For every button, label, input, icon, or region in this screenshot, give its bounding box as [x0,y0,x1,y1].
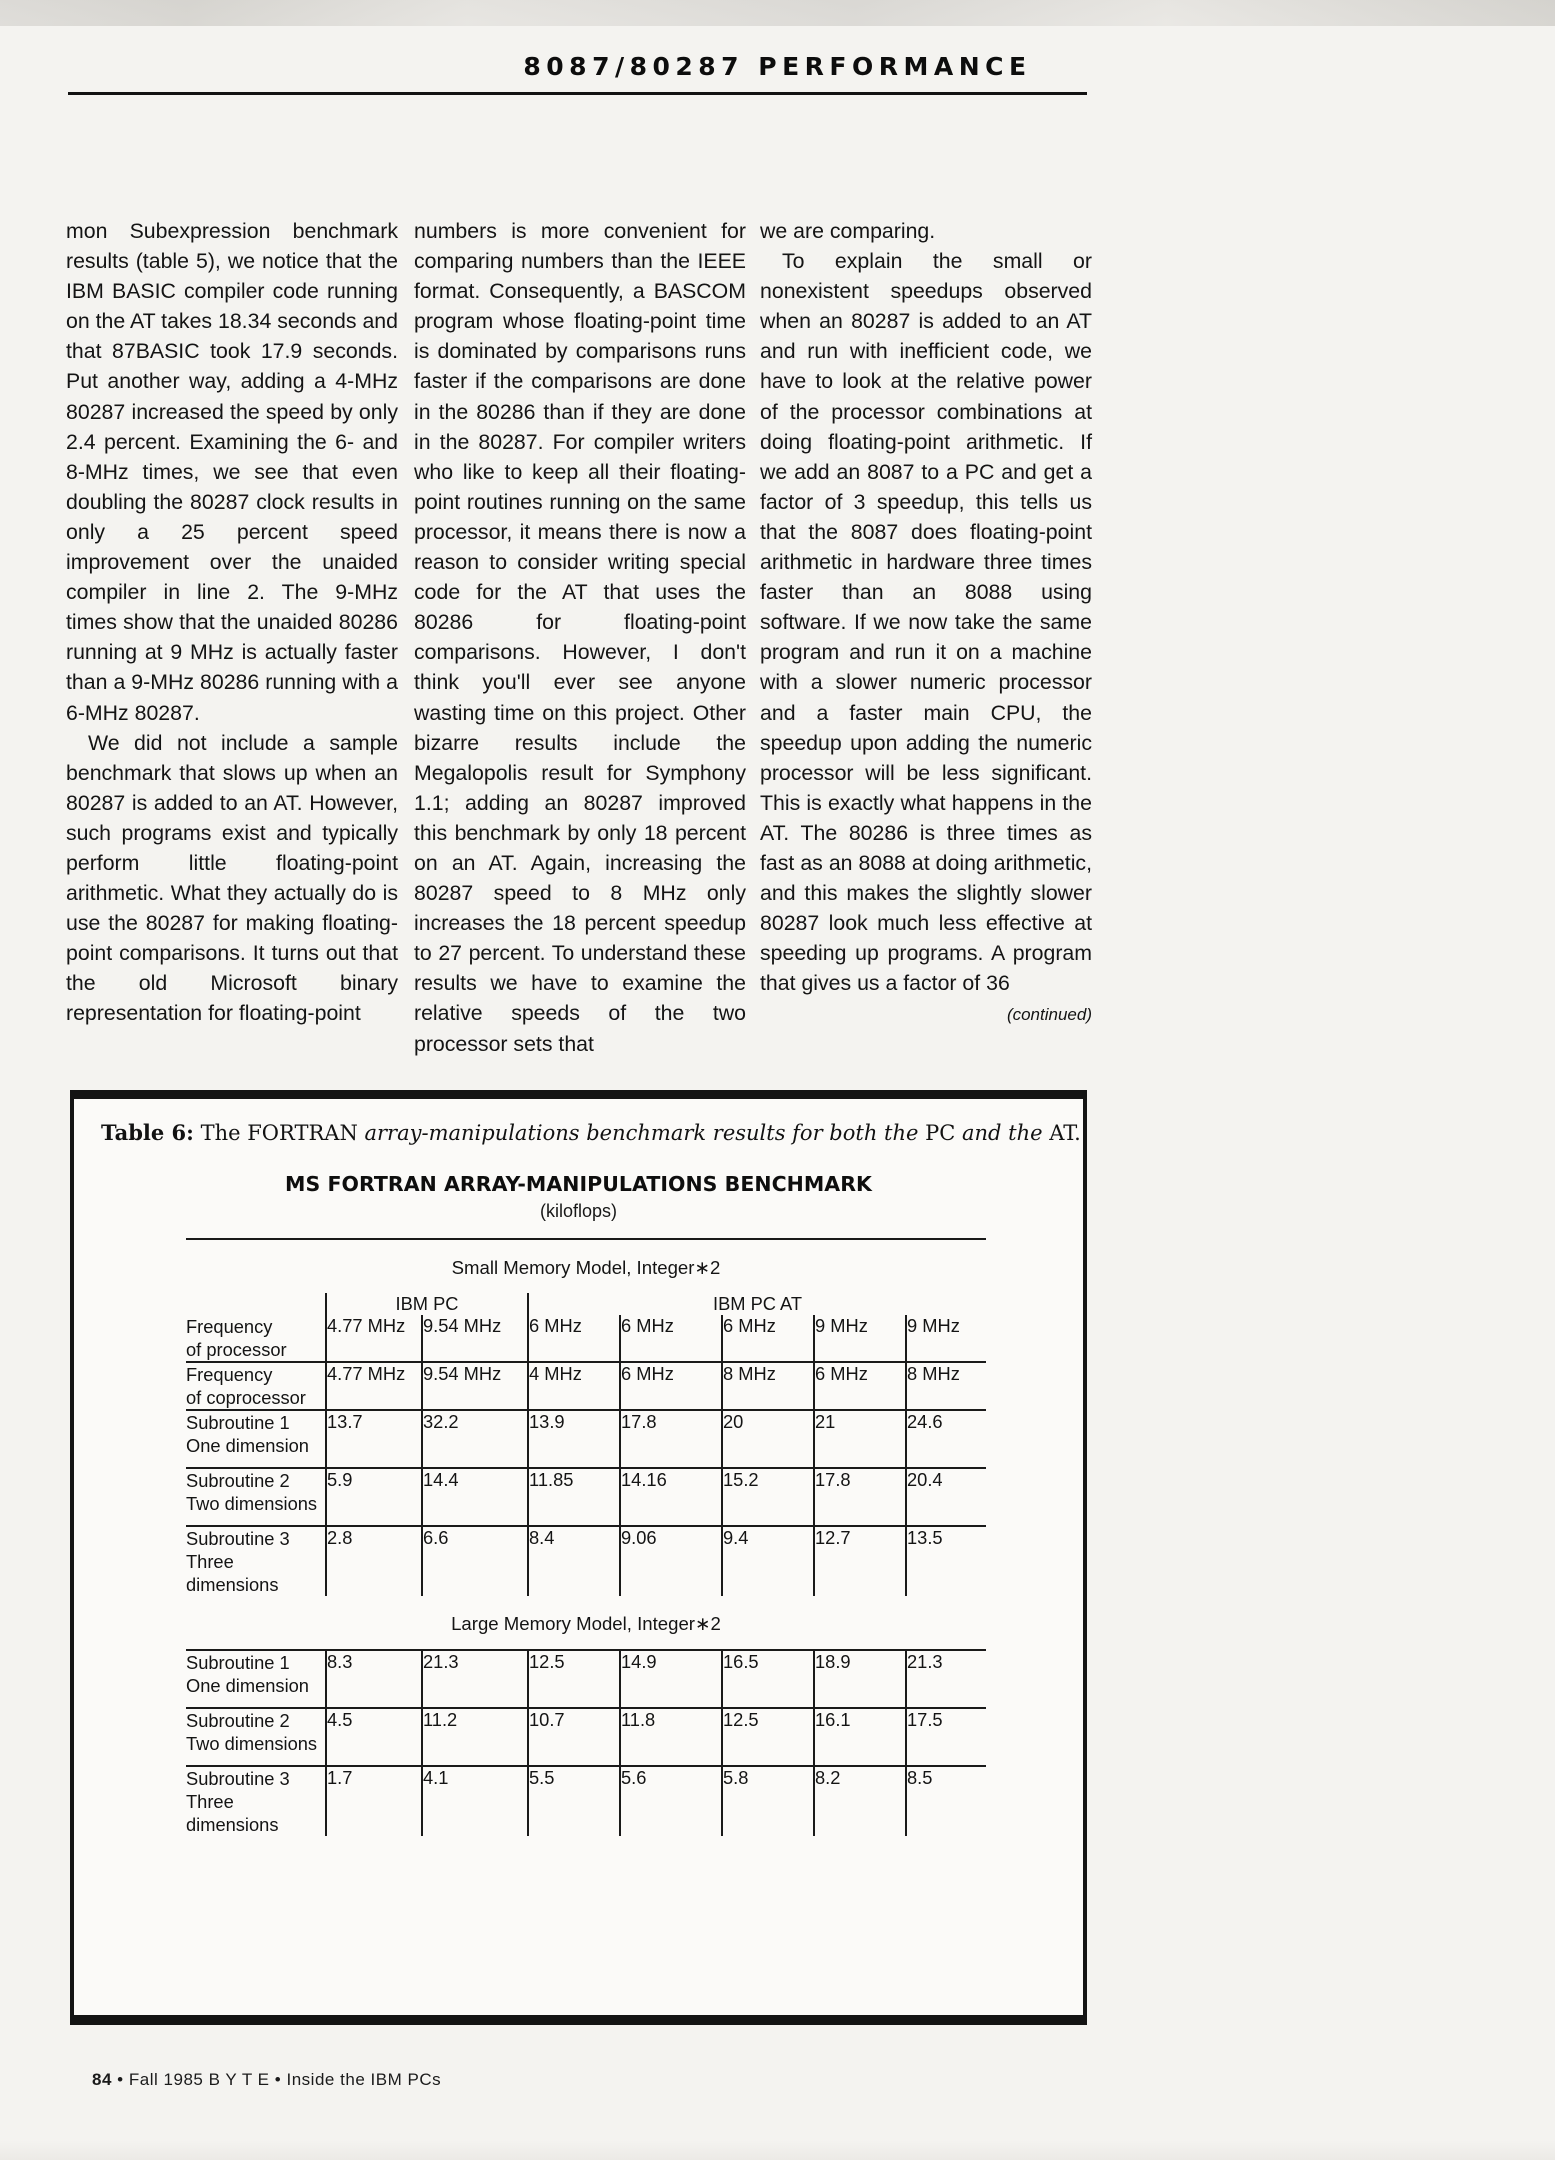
table-row-sub1-small [186,1410,986,1468]
section-label-large: Large Memory Model, Integer∗2 [451,1613,721,1634]
table-units: (kiloflops) [539,1201,618,1221]
group-header-row [186,1293,986,1315]
table-title: MS FORTRAN ARRAY-MANIPULATIONS BENCHMARK [285,1172,872,1196]
cell: 16.1 [814,1708,906,1766]
cell: 9 MHz [906,1315,986,1362]
group-header-ibm-pc: IBM PC [326,1293,528,1315]
cell: 11.85 [528,1468,620,1526]
cell: 6 MHz [722,1315,814,1362]
row-label [186,1766,326,1836]
cell: 9.54 MHz [422,1362,528,1410]
text-column-3 [760,216,1092,1031]
cell: 20 [722,1410,814,1468]
cell: 4.77 MHz [326,1315,422,1362]
cell: 4.1 [422,1766,528,1836]
row-label [186,1650,326,1708]
row-label [186,1410,326,1468]
cell: 6 MHz [620,1315,722,1362]
cell: 8.4 [528,1526,620,1596]
table-row-frequency-coprocessor [186,1362,986,1410]
row-label [186,1468,326,1526]
row-label [186,1362,326,1410]
cell: 20.4 [906,1468,986,1526]
cell: 4.77 MHz [326,1362,422,1410]
table-row-sub3-small [186,1526,986,1596]
scan-artifact-top [0,0,1555,26]
row-label-line1: Subroutine 3 [186,1528,290,1549]
section-label-small: Small Memory Model, Integer∗2 [451,1257,721,1278]
row-label-line1: Subroutine 2 [186,1710,290,1731]
row-label-line1: Subroutine 2 [186,1470,290,1491]
benchmark-table-large [186,1649,986,1836]
row-label-line2: of processor [186,1339,287,1360]
table-caption-text1: The FORTRAN [193,1121,365,1145]
table-row-sub2-small [186,1468,986,1526]
cell: 9.06 [620,1526,722,1596]
continued-note: (continued) [1006,1005,1092,1025]
cell: 8.2 [814,1766,906,1836]
cell: 13.5 [906,1526,986,1596]
cell: 4.5 [326,1708,422,1766]
paragraph: mon Subexpression benchmark results (table 5), we notice that the IBM BASIC compiler code running on the AT takes 18.34 seconds and that 87BASIC took 17.9 seconds. Put another way, adding a 4-MHz 80287 increased the speed by only 2.4 percent. Examining the 6- and 8-MHz times, we see that even doubling the 80287 clock results in only a 25 percent speed improvement over the unaided compiler in line 2. The 9-MHz times show that the unaided 80286 running at 9 MHz is actually faster than a 9-MHz 80286 running with a 6-MHz 80287. [66,219,398,725]
cell: 14.16 [620,1468,722,1526]
paragraph: We did not include a sample benchmark that slows up when an 80287 is added to an AT. However, such programs exist and typically perform little floating-point arithmetic. What they actually do is use the 80287 for making floating-point comparisons. It turns out that the old Microsoft binary representation for floating-point [66,730,398,1026]
paragraph: numbers is more convenient for comparing numbers than the IEEE format. Consequently, a BASCOM program whose floating-point time is dominated by comparisons runs faster if the comparisons are done in the 80286 than if they are done in the 80287. For compiler writers who like to keep all their floating-point routines running on the same processor, it means there is now a reason to consider writing special code for the AT that uses the 80286 for floating-point comparisons. However, I don't think you'll ever see anyone wasting time on this project. Other bizarre results include the Megalopolis result for Symphony 1.1; adding an 80287 improved this benchmark by only 18 percent on an AT. Again, increasing the 80287 speed to 8 MHz only increases the 18 percent speedup to 27 percent. To understand these results we have to examine the relative speeds of the two processor sets that [414,219,746,1056]
cell: 9.54 MHz [422,1315,528,1362]
row-label [186,1708,326,1766]
cell: 8 MHz [906,1362,986,1410]
row-label-line2: One dimension [186,1435,309,1456]
table-caption-pc: PC [925,1121,956,1145]
article-body [66,216,1092,1056]
table-inner [186,1238,986,1836]
cell: 4 MHz [528,1362,620,1410]
table-caption-and: and the [955,1121,1050,1145]
cell: 1.7 [326,1766,422,1836]
cell: 8.3 [326,1650,422,1708]
table-row-sub3-large [186,1766,986,1836]
row-label-line2: Three dimensions [186,1551,279,1595]
cell: 8 MHz [722,1362,814,1410]
running-head: 8087/80287 PERFORMANCE [523,52,1032,81]
row-label-line2: of coprocessor [186,1387,306,1408]
cell: 15.2 [722,1468,814,1526]
benchmark-table-small [186,1293,986,1596]
cell: 18.9 [814,1650,906,1708]
row-label-line1: Frequency [186,1316,273,1337]
cell: 13.9 [528,1410,620,1468]
cell: 5.9 [326,1468,422,1526]
cell: 21.3 [422,1650,528,1708]
cell: 10.7 [528,1708,620,1766]
row-label-line2: Three dimensions [186,1791,279,1835]
cell: 9 MHz [814,1315,906,1362]
cell: 14.4 [422,1468,528,1526]
row-label-line2: One dimension [186,1675,309,1696]
cell: 32.2 [422,1410,528,1468]
row-label-line1: Frequency [186,1364,273,1385]
footer-text: • Fall 1985 B Y T E • Inside the IBM PCs [117,2070,442,2089]
cell: 21 [814,1410,906,1468]
cell: 17.8 [620,1410,722,1468]
cell: 13.7 [326,1410,422,1468]
cell: 6 MHz [814,1362,906,1410]
row-label-line2: Two dimensions [186,1493,318,1514]
page-number: 84 [92,2070,112,2089]
row-label-line1: Subroutine 1 [186,1652,290,1673]
cell: 17.8 [814,1468,906,1526]
cell: 5.6 [620,1766,722,1836]
cell: 11.2 [422,1708,528,1766]
table-row-frequency-processor [186,1315,986,1362]
cell: 24.6 [906,1410,986,1468]
paragraph: we are comparing. [760,219,936,243]
cell: 8.5 [906,1766,986,1836]
table-caption-at: AT. [1049,1121,1081,1145]
cell: 12.7 [814,1526,906,1596]
cell: 17.5 [906,1708,986,1766]
table-caption-label: Table 6: [101,1120,194,1145]
table-row-sub1-large [186,1650,986,1708]
table-caption [101,1120,1081,1145]
row-label-line2: Two dimensions [186,1733,318,1754]
header-rule [68,92,1087,95]
cell: 9.4 [722,1526,814,1596]
cell: 12.5 [722,1708,814,1766]
cell: 11.8 [620,1708,722,1766]
cell: 16.5 [722,1650,814,1708]
cell: 6 MHz [528,1315,620,1362]
row-label [186,1526,326,1596]
cell: 5.5 [528,1766,620,1836]
cell: 5.8 [722,1766,814,1836]
cell: 21.3 [906,1650,986,1708]
spacer-cell [186,1293,326,1315]
cell: 2.8 [326,1526,422,1596]
cell: 14.9 [620,1650,722,1708]
row-label [186,1315,326,1362]
row-label-line1: Subroutine 3 [186,1768,290,1789]
cell: 6 MHz [620,1362,722,1410]
text-column-1 [66,216,398,1029]
table-caption-italic: array-manipulations benchmark results for both the [364,1121,926,1145]
page-footer [92,2070,441,2090]
cell: 12.5 [528,1650,620,1708]
group-header-ibm-pc-at: IBM PC AT [528,1293,986,1315]
table-6-figure [70,1098,1087,2016]
cell: 6.6 [422,1526,528,1596]
row-label-line1: Subroutine 1 [186,1412,290,1433]
paragraph: To explain the small or nonexistent speedups observed when an 80287 is added to an AT and run with inefficient code, we have to look at the relative power of the processor combinations at doing floating-point arithmetic. If we add an 8087 to a PC and get a factor of 3 speedup, this tells us that the 8087 does floating-point arithmetic in hardware three times faster than an 8088 using software. If we now take the same program and run it on a machine with a slower numeric processor and a faster main CPU, the speedup upon adding the numeric processor will be less significant. This is exactly what happens in the AT. The 80286 is three times as fast as an 8088 at doing arithmetic, and this makes the slightly slower 80287 look much less effective at speeding up programs. A program that gives us a factor of 36 [760,249,1092,996]
text-column-2 [414,216,746,1059]
table-row-sub2-large [186,1708,986,1766]
